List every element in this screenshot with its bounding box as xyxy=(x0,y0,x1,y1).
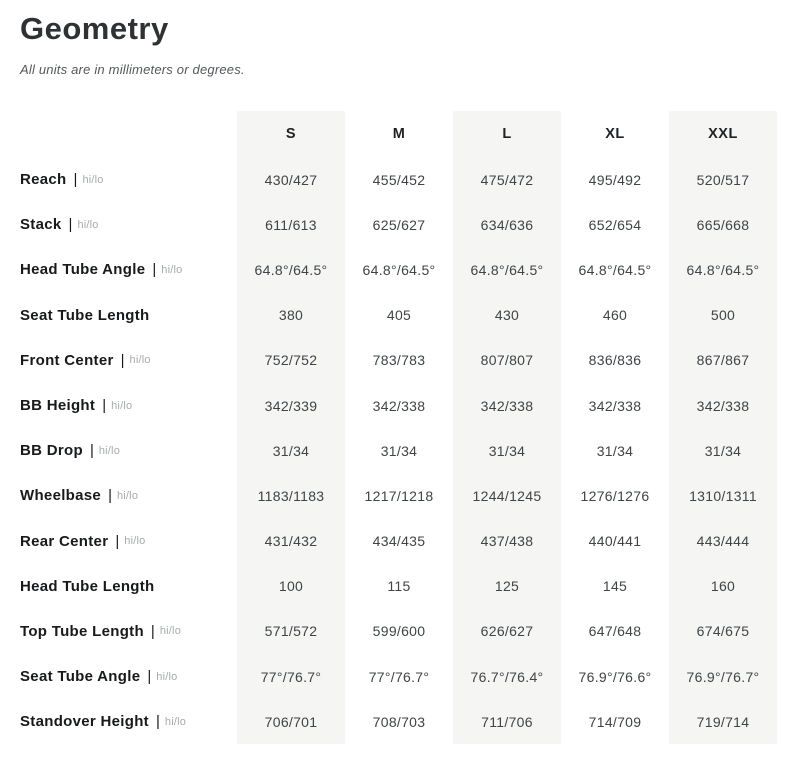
row-label xyxy=(20,519,237,564)
label-separator: | xyxy=(155,713,160,731)
value-cell: 674/675 xyxy=(669,609,777,654)
size-column-header-xxl: XXL xyxy=(669,111,777,157)
value-cell: 100 xyxy=(237,564,345,609)
table-row-seat-tube-angle xyxy=(20,654,777,699)
label-separator: | xyxy=(68,216,73,234)
value-cell: 405 xyxy=(386,307,412,324)
value-cell: 599/600 xyxy=(372,623,426,640)
value-cell: 160 xyxy=(669,564,777,609)
value-cell: 652/654 xyxy=(588,216,642,233)
value-cell: 76.9°/76.6° xyxy=(578,668,652,685)
value-cell: 475/472 xyxy=(453,157,561,202)
value-cell: 1183/1183 xyxy=(237,473,345,518)
row-label xyxy=(20,428,237,473)
value-cell: 125 xyxy=(453,564,561,609)
value-cell: 634/636 xyxy=(453,202,561,247)
value-cell: 76.9°/76.7° xyxy=(669,654,777,699)
label-separator: | xyxy=(73,171,78,189)
value-cell: 342/338 xyxy=(669,383,777,428)
value-cell: 807/807 xyxy=(453,338,561,383)
table-header-row xyxy=(20,111,777,157)
label-separator: | xyxy=(89,442,94,460)
value-cell: 31/34 xyxy=(669,428,777,473)
value-cell: 437/438 xyxy=(453,519,561,564)
value-cell: 611/613 xyxy=(237,202,345,247)
table-row-bb-height xyxy=(20,383,777,428)
row-label xyxy=(20,383,237,428)
hi-lo-note: hi/lo xyxy=(77,218,99,231)
value-cell: 626/627 xyxy=(453,609,561,654)
table-row-stack xyxy=(20,202,777,247)
value-cell: 520/517 xyxy=(669,157,777,202)
hi-lo-note: hi/lo xyxy=(159,625,182,638)
table-row-head-tube-angle xyxy=(20,247,777,292)
value-cell: 708/703 xyxy=(372,713,426,730)
hi-lo-note: hi/lo xyxy=(82,173,104,186)
table-row-reach xyxy=(20,157,777,202)
hi-lo-note: hi/lo xyxy=(98,444,121,457)
value-cell: 1310/1311 xyxy=(669,473,777,518)
table-row-standover-height xyxy=(20,699,777,744)
label-separator: | xyxy=(152,261,157,279)
measurement-name: Stack xyxy=(20,216,62,234)
value-cell: 706/701 xyxy=(237,699,345,744)
row-label xyxy=(20,157,237,202)
measurement-name: Head Tube Angle xyxy=(20,261,146,279)
value-cell: 64.8°/64.5° xyxy=(453,247,561,292)
measurement-name: BB Drop xyxy=(20,442,83,460)
value-cell: 64.8°/64.5° xyxy=(362,261,436,278)
hi-lo-note: hi/lo xyxy=(161,263,183,276)
value-cell: 1276/1276 xyxy=(580,487,650,504)
row-label xyxy=(20,609,237,654)
value-cell: 495/492 xyxy=(588,171,642,188)
value-cell: 342/338 xyxy=(453,383,561,428)
hi-lo-note: hi/lo xyxy=(156,670,178,683)
value-cell: 665/668 xyxy=(669,202,777,247)
value-cell: 342/339 xyxy=(237,383,345,428)
value-cell: 625/627 xyxy=(372,216,426,233)
row-label xyxy=(20,202,237,247)
value-cell: 711/706 xyxy=(453,699,561,744)
value-cell: 1244/1245 xyxy=(453,473,561,518)
value-cell: 431/432 xyxy=(237,519,345,564)
value-cell: 115 xyxy=(387,578,411,595)
value-cell: 380 xyxy=(237,293,345,338)
row-label xyxy=(20,473,237,518)
value-cell: 64.8°/64.5° xyxy=(237,247,345,292)
row-label xyxy=(20,293,237,338)
hi-lo-note: hi/lo xyxy=(116,489,139,502)
value-cell: 500 xyxy=(669,293,777,338)
measurement-name: Head Tube Length xyxy=(20,577,155,595)
table-row-seat-tube-length xyxy=(20,293,777,338)
value-cell: 77°/76.7° xyxy=(237,654,345,699)
value-cell: 434/435 xyxy=(372,533,426,550)
table-row-wheelbase xyxy=(20,473,777,518)
value-cell: 430 xyxy=(453,293,561,338)
table-row-front-center xyxy=(20,338,777,383)
hi-lo-note: hi/lo xyxy=(164,715,187,728)
value-cell: 31/34 xyxy=(237,428,345,473)
value-cell: 783/783 xyxy=(372,352,426,369)
measurement-name: Seat Tube Length xyxy=(20,306,150,324)
value-cell: 430/427 xyxy=(237,157,345,202)
row-label xyxy=(20,247,237,292)
hi-lo-note: hi/lo xyxy=(129,354,151,367)
value-cell: 719/714 xyxy=(669,699,777,744)
row-label xyxy=(20,654,237,699)
measurement-name: Seat Tube Angle xyxy=(20,668,141,686)
measurement-name: Reach xyxy=(20,171,67,189)
value-cell: 1217/1218 xyxy=(364,487,434,504)
label-separator: | xyxy=(120,351,125,369)
value-cell: 31/34 xyxy=(453,428,561,473)
value-cell: 455/452 xyxy=(372,171,426,188)
value-cell: 836/836 xyxy=(588,352,642,369)
label-separator: | xyxy=(102,397,107,415)
value-cell: 64.8°/64.5° xyxy=(578,261,652,278)
measurement-name: Wheelbase xyxy=(20,487,102,505)
page-title: Geometry xyxy=(20,11,169,46)
table-row-top-tube-length xyxy=(20,609,777,654)
value-cell: 145 xyxy=(602,578,628,595)
units-note: All units are in millimeters or degrees. xyxy=(20,62,245,77)
value-cell: 752/752 xyxy=(237,338,345,383)
size-column-header-l: L xyxy=(453,111,561,157)
size-column-header-m: M xyxy=(392,126,406,142)
label-separator: | xyxy=(115,532,120,550)
value-cell: 31/34 xyxy=(380,442,418,459)
value-cell: 440/441 xyxy=(588,533,642,550)
hi-lo-note: hi/lo xyxy=(124,535,146,548)
value-cell: 76.7°/76.4° xyxy=(453,654,561,699)
table-row-rear-center xyxy=(20,519,777,564)
value-cell: 714/709 xyxy=(588,713,642,730)
value-cell: 342/338 xyxy=(372,397,426,414)
value-cell: 443/444 xyxy=(669,519,777,564)
value-cell: 867/867 xyxy=(669,338,777,383)
measurement-name: Standover Height xyxy=(20,713,149,731)
table-row-head-tube-length xyxy=(20,564,777,609)
measurement-name: Front Center xyxy=(20,351,114,369)
hi-lo-note: hi/lo xyxy=(111,399,133,412)
row-label xyxy=(20,338,237,383)
value-cell: 342/338 xyxy=(588,397,642,414)
size-column-header-s: S xyxy=(237,111,345,157)
header-spacer xyxy=(20,111,237,157)
value-cell: 460 xyxy=(602,307,628,324)
label-separator: | xyxy=(147,668,152,686)
label-separator: | xyxy=(108,487,112,505)
value-cell: 77°/76.7° xyxy=(368,668,430,685)
table-row-bb-drop xyxy=(20,428,777,473)
value-cell: 64.8°/64.5° xyxy=(669,247,777,292)
label-separator: | xyxy=(150,622,155,640)
row-label xyxy=(20,564,237,609)
measurement-name: BB Height xyxy=(20,397,96,415)
value-cell: 571/572 xyxy=(237,609,345,654)
row-label xyxy=(20,699,237,744)
value-cell: 31/34 xyxy=(596,442,634,459)
size-column-header-xl: XL xyxy=(605,126,625,142)
measurement-name: Top Tube Length xyxy=(20,622,144,640)
measurement-name: Rear Center xyxy=(20,532,109,550)
value-cell: 647/648 xyxy=(588,623,642,640)
geometry-table xyxy=(20,111,777,744)
